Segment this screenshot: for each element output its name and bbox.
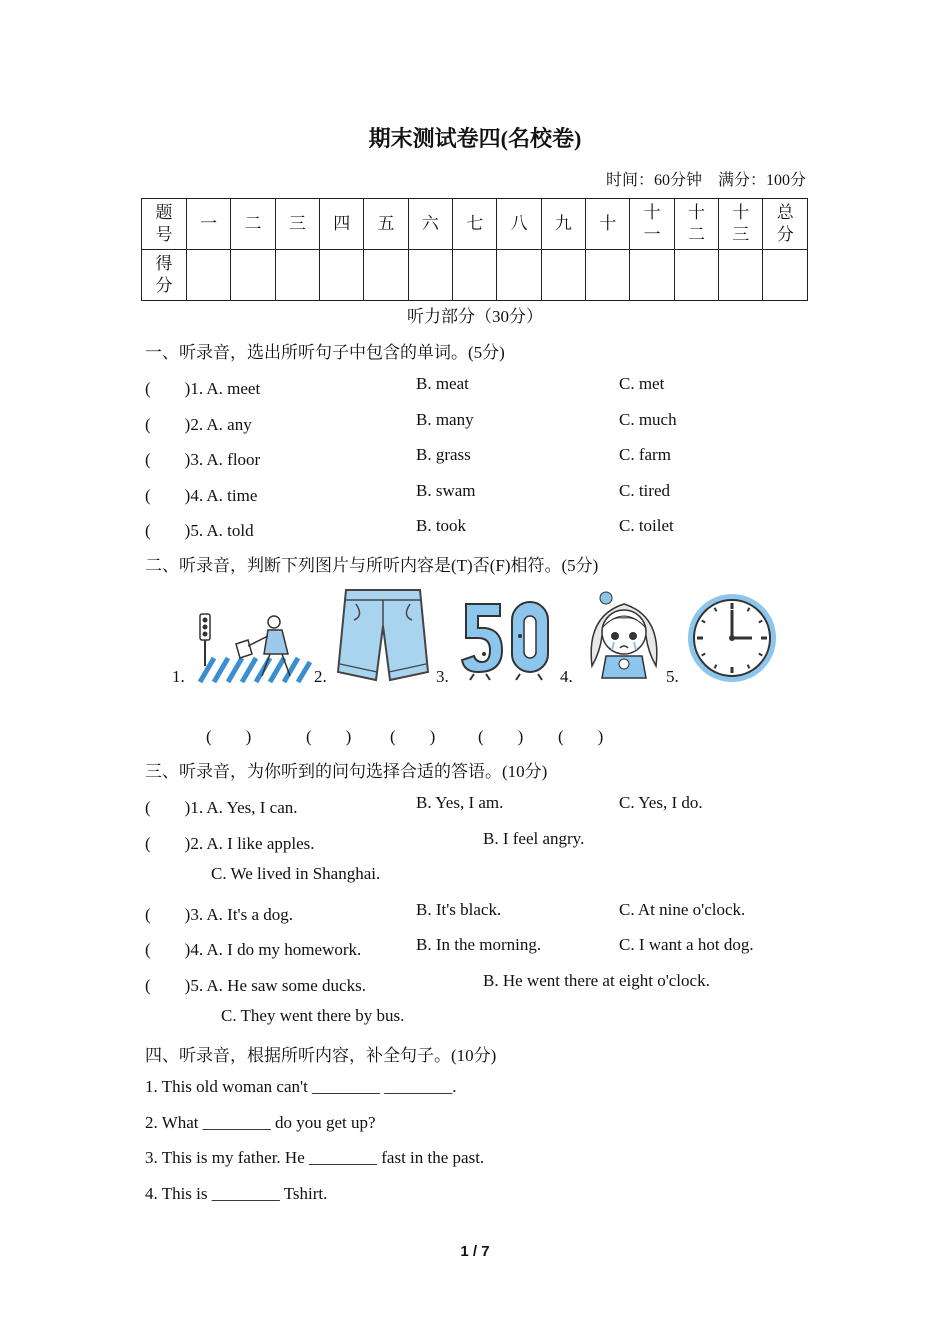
s3-q4-c: C. I want a hot dog. — [619, 935, 754, 954]
s3-q5-c: C. They went there by bus. — [221, 1006, 405, 1025]
clock-icon — [686, 592, 778, 684]
score-cell[interactable] — [275, 250, 319, 301]
s3-q1-b: B. Yes, I am. — [416, 793, 504, 812]
score-cell[interactable] — [719, 250, 763, 301]
score-cell[interactable] — [453, 250, 497, 301]
s1-q2-c: C. much — [619, 410, 677, 429]
s1-q5-b: B. took — [416, 516, 467, 535]
shorts-icon — [334, 586, 432, 684]
score-cell[interactable] — [586, 250, 630, 301]
s3-q4-b: B. In the morning. — [416, 935, 542, 954]
answer-blank-1[interactable]: ( ) — [206, 727, 252, 746]
header-cell: 六 — [408, 199, 452, 250]
s1-q3-c: C. farm — [619, 445, 671, 464]
pic-label-2: 2. — [314, 667, 327, 686]
score-cell[interactable] — [497, 250, 541, 301]
s3-q1: ( )1. A. Yes, I can. — [145, 798, 298, 817]
page-number: 1 / 7 — [460, 1243, 490, 1260]
s3-q2: ( )2. A. I like apples. — [145, 834, 315, 853]
header-cell: 一 — [187, 199, 231, 250]
s3-q4: ( )4. A. I do my homework. — [145, 940, 362, 959]
s3-q2-b: B. I feel angry. — [483, 829, 585, 848]
exam-meta: 时间：60分钟 满分：100分 — [605, 172, 806, 189]
s1-q4-c: C. tired — [619, 481, 670, 500]
s4-q3: 3. This is my father. He ________ fast in the past. — [145, 1148, 485, 1167]
s1-q3-b: B. grass — [416, 445, 471, 464]
listening-header: 听力部分（30分） — [407, 307, 543, 326]
score-cell[interactable] — [364, 250, 408, 301]
s1-q4-b: B. swam — [416, 481, 476, 500]
s1-q2-b: B. many — [416, 410, 474, 429]
s4-q4: 4. This is ________ Tshirt. — [145, 1184, 328, 1203]
section2-heading: 二、听录音，判断下列图片与所听内容是(T)否(F)相符。(5分) — [145, 556, 599, 575]
score-table-header-row — [142, 199, 808, 250]
header-cell: 五 — [364, 199, 408, 250]
score-cell[interactable] — [541, 250, 585, 301]
s1-q1: ( )1. A. meet — [145, 379, 261, 398]
answer-blank-2[interactable]: ( ) — [306, 727, 352, 746]
header-cell: 四 — [320, 199, 364, 250]
header-cell: 七 — [453, 199, 497, 250]
s3-q5-b: B. He went there at eight o'clock. — [483, 971, 710, 990]
s1-q1-b: B. meat — [416, 374, 469, 393]
pic-label-1: 1. — [172, 667, 185, 686]
score-cell[interactable] — [408, 250, 452, 301]
s1-q3: ( )3. A. floor — [145, 450, 261, 469]
score-cell[interactable] — [630, 250, 674, 301]
s4-q2: 2. What ________ do you get up? — [145, 1113, 376, 1132]
pic-label-4: 4. — [560, 667, 573, 686]
answer-blank-5[interactable]: ( ) — [558, 727, 604, 746]
score-cell[interactable] — [763, 250, 808, 301]
s3-q1-c: C. Yes, I do. — [619, 793, 703, 812]
s1-q4: ( )4. A. time — [145, 486, 258, 505]
s3-q5: ( )5. A. He saw some ducks. — [145, 976, 366, 995]
page-title: 期末测试卷四(名校卷) — [368, 126, 582, 151]
header-cell: 十 二 — [674, 199, 718, 250]
s3-q3-b: B. It's black. — [416, 900, 502, 919]
answer-blank-3[interactable]: ( ) — [390, 727, 436, 746]
pic-label-5: 5. — [666, 667, 679, 686]
s1-q5: ( )5. A. told — [145, 521, 254, 540]
s1-q1-c: C. met — [619, 374, 665, 393]
score-table — [141, 198, 808, 301]
header-cell: 二 — [231, 199, 275, 250]
score-cell[interactable] — [674, 250, 718, 301]
s4-q1: 1. This old woman can't ________ ________. — [145, 1077, 457, 1096]
s3-q2-c: C. We lived in Shanghai. — [211, 864, 381, 883]
number-fifty-icon — [458, 596, 558, 682]
score-cell[interactable] — [320, 250, 364, 301]
header-cell: 九 — [541, 199, 585, 250]
score-cell[interactable] — [187, 250, 231, 301]
header-cell: 十 三 — [719, 199, 763, 250]
s3-q3-c: C. At nine o'clock. — [619, 900, 746, 919]
score-table-score-row — [142, 250, 808, 301]
section1-heading: 一、听录音，选出所听句子中包含的单词。(5分) — [145, 343, 505, 362]
header-cell: 十 — [586, 199, 630, 250]
header-cell: 总 分 — [763, 199, 808, 250]
pic-label-3: 3. — [436, 667, 449, 686]
answer-blank-4[interactable]: ( ) — [478, 727, 524, 746]
crosswalk-scene-icon — [192, 610, 312, 684]
header-label-cell: 题 号 — [142, 199, 187, 250]
header-cell: 三 — [275, 199, 319, 250]
s1-q5-c: C. toilet — [619, 516, 674, 535]
score-label-cell: 得 分 — [142, 250, 187, 301]
s3-q3: ( )3. A. It's a dog. — [145, 905, 294, 924]
s1-q2: ( )2. A. any — [145, 415, 252, 434]
section3-heading: 三、听录音，为你听到的问句选择合适的答语。(10分) — [145, 762, 548, 781]
header-cell: 八 — [497, 199, 541, 250]
header-cell: 十 一 — [630, 199, 674, 250]
crying-girl-icon — [586, 586, 662, 682]
score-cell[interactable] — [231, 250, 275, 301]
section4-heading: 四、听录音，根据所听内容，补全句子。(10分) — [145, 1046, 497, 1065]
